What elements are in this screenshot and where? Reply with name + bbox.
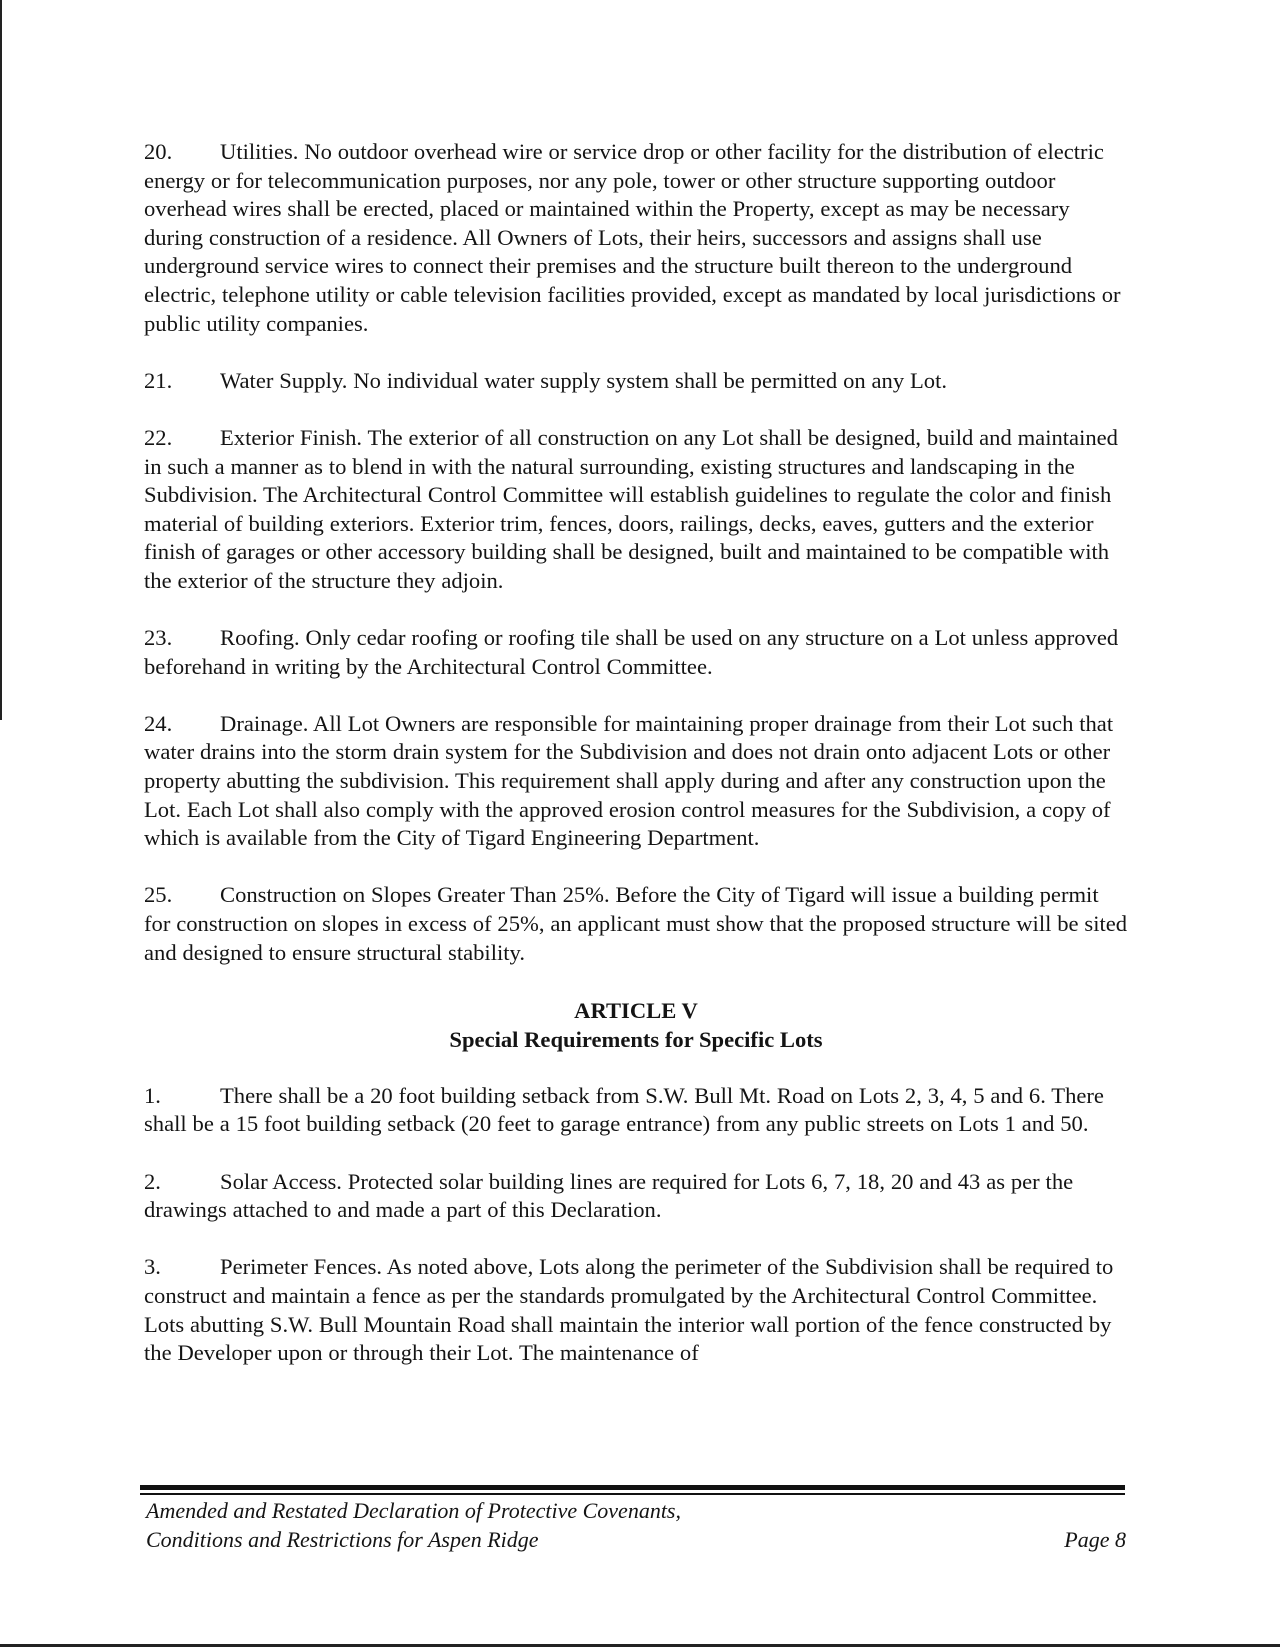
- paragraph-text: There shall be a 20 foot building setback from S.W. Bull Mt. Road on Lots 2, 3, 4, 5 and 6. There shall be a 15 foot building setback (20 feet to garage entrance) from any public streets on Lots 1 and 50.: [144, 1082, 1104, 1137]
- article-heading: [144, 996, 1128, 1054]
- footer-rule: [140, 1485, 1125, 1490]
- paragraph-20: [144, 138, 1128, 338]
- paragraph-text: Perimeter Fences. As noted above, Lots along the perimeter of the Subdivision shall be required to construct and maintain a fence as per the standards promulgated by the Architectural Control Committee. Lots abutting S.W. Bull Mountain Road shall maintain the interior wall portion of the fence constructed by the Developer upon or through their Lot. The maintenance of: [144, 1254, 1114, 1366]
- paragraph-number: 25.: [144, 882, 173, 908]
- paragraph-number: 3.: [144, 1254, 161, 1280]
- paragraph-number: 1.: [144, 1082, 161, 1108]
- paragraph-text: Utilities. No outdoor overhead wire or service drop or other facility for the distribution of electric energy or for telecommunication purposes, nor any pole, tower or other structure supporting outdoor overhead wires shall be erected, placed or maintained within the Property, except as may be necessary during construction of a residence. All Owners of Lots, their heirs, successors and assigns shall use underground service wires to connect their premises and the structure built thereon to the underground electric, telephone utility or cable television facilities provided, except as mandated by local jurisdictions or public utility companies.: [144, 139, 1121, 336]
- paragraph-24: [144, 710, 1128, 853]
- paragraph-21: [144, 367, 1128, 396]
- article-subtitle: Special Requirements for Specific Lots: [449, 1026, 823, 1052]
- paragraph-number: 2.: [144, 1168, 161, 1194]
- footer-rule-thin: [140, 1493, 1125, 1495]
- paragraph-text: Roofing. Only cedar roofing or roofing tile shall be used on any structure on a Lot unless approved beforehand in writing by the Architectural Control Committee.: [144, 625, 1119, 679]
- paragraph-text: Construction on Slopes Greater Than 25%. Before the City of Tigard will issue a building permit for construction on slopes in excess of 25%, an applicant must show that the proposed structure will be sited and designed to ensure structural stability.: [144, 882, 1128, 965]
- paragraph-number: 22.: [144, 424, 173, 450]
- paragraph-text: Solar Access. Protected solar building lines are required for Lots 6, 7, 18, 20 and 43 as per the drawings attached to and made a part of this Declaration.: [144, 1168, 1074, 1223]
- footer-line-1: Amended and Restated Declaration of Protective Covenants,: [146, 1498, 681, 1523]
- paragraph-23: [144, 624, 1128, 681]
- paragraph-text: Water Supply. No individual water supply system shall be permitted on any Lot.: [220, 367, 948, 393]
- paragraph-25: [144, 881, 1128, 967]
- paragraph-22: [144, 424, 1128, 596]
- page-number: Page 8: [1064, 1527, 1126, 1552]
- article-paragraph-3: [144, 1253, 1128, 1367]
- article-title: ARTICLE V: [574, 997, 698, 1023]
- paragraph-number: 21.: [144, 367, 173, 393]
- footer-document-title: [146, 1496, 681, 1554]
- paragraph-number: 23.: [144, 625, 173, 651]
- document-body: [144, 138, 1128, 1396]
- footer-line-2: Conditions and Restrictions for Aspen Ridge: [146, 1527, 539, 1552]
- paragraph-number: 24.: [144, 710, 173, 736]
- article-paragraph-2: [144, 1168, 1128, 1225]
- paragraph-text: Exterior Finish. The exterior of all construction on any Lot shall be designed, build and maintained in such a manner as to blend in with the natural surrounding, existing structures and landscaping in the Subdivision. The Architectural Control Committee will establish guidelines to regulate the color and finish material of building exteriors. Exterior trim, fences, doors, railings, decks, eaves, gutters and the exterior finish of garages or other accessory building shall be designed, built and maintained to be compatible with the exterior of the structure they adjoin.: [144, 424, 1118, 593]
- article-paragraph-1: [144, 1082, 1128, 1139]
- page-footer: [146, 1496, 1126, 1554]
- scan-edge-left: [0, 0, 2, 720]
- paragraph-text: Drainage. All Lot Owners are responsible for maintaining proper drainage from their Lot such that water drains into the storm drain system for the Subdivision and does not drain onto adjacent Lots or other property abutting the subdivision. This requirement shall apply during and after any construction upon the Lot. Each Lot shall also comply with the approved erosion control measures for the Subdivision, a copy of which is available from the City of Tigard Engineering Department.: [144, 710, 1114, 851]
- paragraph-number: 20.: [144, 139, 173, 164]
